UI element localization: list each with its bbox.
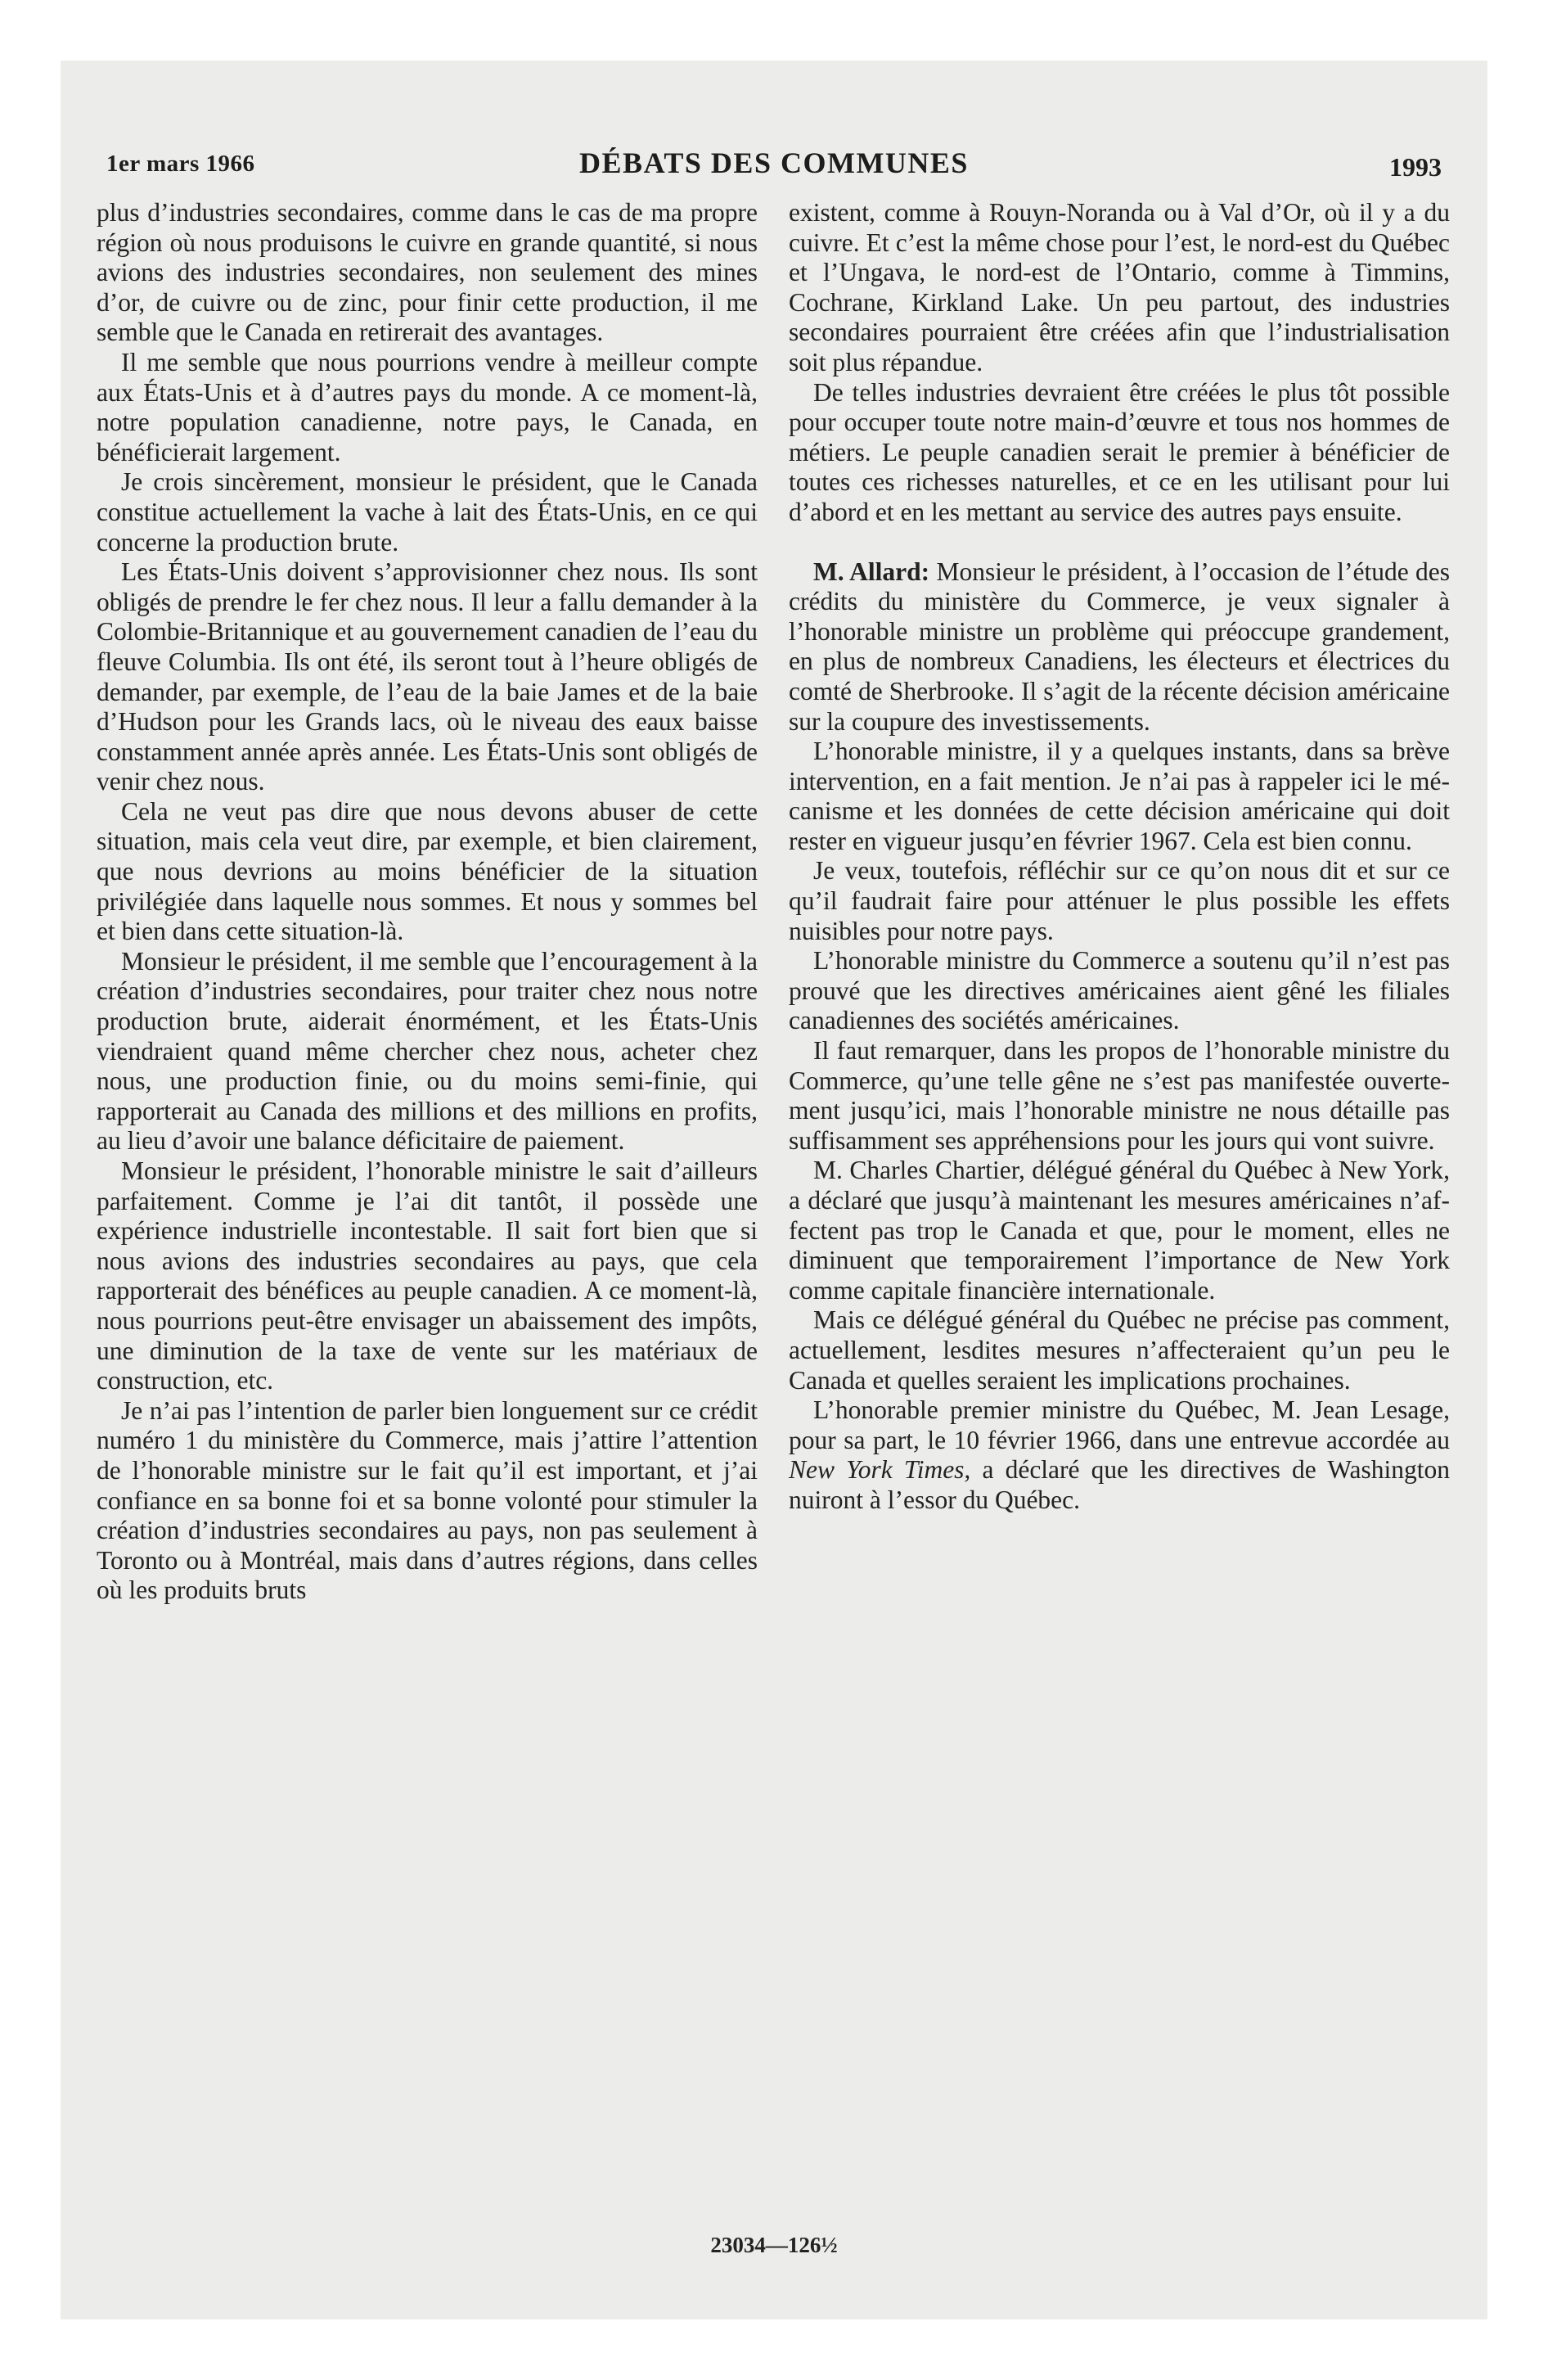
page-header xyxy=(106,141,1442,190)
right-paragraph-7: Il faut remarquer, dans les propos de l’honorable ministre du Commerce, qu’une telle gêne ne s’est pas manifestée ouvertement jusqu’ici, mais l’honorable ministre ne nous détaille pas suffisamment ses appréhensions pour les jours qui vont suivre. xyxy=(789,1036,1450,1155)
right-paragraph-4: L’honorable ministre, il y a quelques instants, dans sa brève intervention, en a fait mention. Je n’ai pas à rappeler ici le mécanisme et les données de cette décision américaine qui doit rester en vigueur jusqu’en février 1967. Cela est bien connu. xyxy=(789,737,1450,855)
header-date: 1er mars 1966 xyxy=(106,151,255,177)
right-column xyxy=(789,198,1450,1516)
left-paragraph-7: Monsieur le président, l’honorable ministre le sait d’ailleurs parfaitement. Comme je l’ai dit tantôt, il possède une expérience industrielle incontestable. Il sait fort bien que si nous avions des industries secondaires au pays, que cela rapporterait des bénéfices au peuple canadien. A ce moment-là, nous pourrions peut-être envisager un abaissement des impôts, une diminution de la taxe de vente sur les matériaux de construction, etc. xyxy=(97,1156,758,1395)
left-paragraph-3: Je crois sincèrement, monsieur le président, que le Canada constitue actuellement la vache à lait des États-Unis, en ce qui concerne la production brute. xyxy=(97,467,758,557)
left-paragraph-6: Monsieur le président, il me semble que l’encouragement à la création d’industries secondaires, pour traiter chez nous notre production brute, aiderait énormément, et les États-Unis viendraient quand même chercher chez nous, acheter chez nous, une production finie, ou du moins semi-finie, qui rapporterait au Canada des millions et des millions en profits, au lieu d’avoir une balance déficitaire de paiement. xyxy=(97,946,758,1156)
left-paragraph-8: Je n’ai pas l’intention de parler bien longuement sur ce crédit numéro 1 du ministère du Commerce, mais j’attire l’attention de l’honorable ministre sur le fait qu’il est important, et j’ai confiance en sa bonne foi et sa bonne volonté pour stimuler la création d’industries secondaires au pays, non pas seulement à Toronto ou à Montréal, mais dans d’autres régions, dans celles où les produits bruts xyxy=(97,1395,758,1605)
page-number: 1993 xyxy=(1389,152,1442,182)
left-paragraph-5: Cela ne veut pas dire que nous devons abuser de cette situation, mais cela veut dire, par exemple, et bien clairement, que nous devrions au moins bénéficier de la situation privilégiée dans laquelle nous sommes. Et nous y sommes bel et bien dans cette situation-là. xyxy=(97,796,758,946)
scanned-page xyxy=(61,61,1487,2319)
right-paragraph-8: M. Charles Chartier, délégué général du Québec à New York, a déclaré que jusqu’à maintenant les mesures américaines n’affectent pas trop le Canada et que, pour le moment, elles ne diminuent que temporairement l’importance de New York comme capitale financière internationale. xyxy=(789,1156,1450,1305)
left-paragraph-2: Il me semble que nous pourrions vendre à meilleur compte aux États-Unis et à d’autres pays du monde. A ce moment-là, notre population canadienne, notre pays, le Canada, en bénéficierait largement. xyxy=(97,347,758,467)
right-paragraph-10 xyxy=(789,1395,1450,1515)
speech-paragraph xyxy=(789,557,1450,737)
right-paragraph-5: Je veux, toutefois, réfléchir sur ce qu’on nous dit et sur ce qu’il faudrait faire pour atténuer le plus possible les effets nuisibles pour notre pays. xyxy=(789,856,1450,945)
header-title: DÉBATS DES COMMUNES xyxy=(579,146,969,179)
speech-text: Monsieur le président, à l’occasion de l’étude des crédits du ministère du Commerce, je veux signaler à l’honorable ministre un problème qui préoccupe grandement, en plus de nombreux Canadiens, les électeurs et électrices du comté de Sherbrooke. Il s’agit de la récente décision américaine sur la coupure des investissements. xyxy=(789,557,1451,736)
paragraph-10-end: a déclaré que les directives de Washington nuiront à l’essor du Québec. xyxy=(789,1455,1451,1514)
left-paragraph-1: plus d’industries secondaires, comme dans le cas de ma propre région où nous produisons le cuivre en grande quantité, si nous avions des industries secondaires, non seulement des mines d’or, de cuivre ou de zinc, pour finir cette production, il me semble que le Canada en retirerait des avantages. xyxy=(97,198,758,347)
newspaper-title: New York Times, xyxy=(789,1455,971,1485)
paragraph-10-start: L’honorable premier ministre du Québec, M. Jean Lesage, pour sa part, le 10 février 1966, dans une entrevue accordée au xyxy=(789,1395,1450,1454)
right-paragraph-9: Mais ce délégué général du Québec ne précise pas comment, actuellement, lesdites mesures n’affecteraient qu’un peu le Canada et quelles seraient les implications prochaines. xyxy=(789,1305,1450,1395)
right-paragraph-1: existent, comme à Rouyn-Noranda ou à Val d’Or, où il y a du cuivre. Et c’est la même chose pour l’est, le nord-est du Québec et l’Ungava, le nord-est de l’Ontario, comme à Timmins, Cochrane, Kirkland Lake. Un peu partout, des industries secondaires pourraient être créées afin que l’industrialisation soit plus répandue. xyxy=(789,198,1450,376)
right-paragraph-2: De telles industries devraient être créées le plus tôt possible pour occuper toute notre main-d’œuvre et tous nos hommes de métiers. Le peuple canadien serait le premier à bénéficier de toutes ces richesses naturelles, et ce en les utilisant pour lui d’abord et en les mettant au service des autres pays ensuite. xyxy=(789,377,1450,526)
right-paragraph-6: L’honorable ministre du Commerce a soutenu qu’il n’est pas prouvé que les directives américaines aient gêné les filiales canadiennes des sociétés américaines. xyxy=(789,946,1450,1035)
left-column xyxy=(97,198,758,1606)
speaker-name: M. Allard: xyxy=(813,557,930,586)
left-paragraph-4: Les États-Unis doivent s’approvisionner chez nous. Ils sont obligés de prendre le fer chez nous. Il leur a fallu demander à la Colombie-Britannique et au gouvernement canadien de l’eau du fleuve Columbia. Ils ont été, ils seront tout à l’heure obligés de demander, par exemple, de l’eau de la baie James et de la baie d’Hudson pour les Grands lacs, où le niveau des eaux baisse constamment année après année. Les États-Unis sont obligés de venir chez nous. xyxy=(97,557,758,796)
print-code: 23034—126½ xyxy=(710,2233,838,2257)
